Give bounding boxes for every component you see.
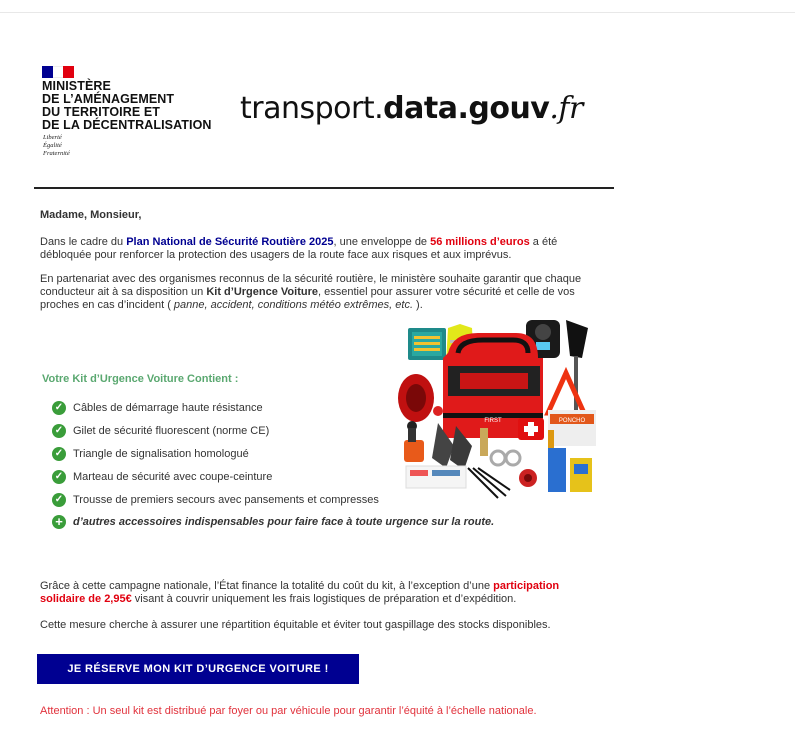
- check-icon: ✓: [52, 470, 66, 484]
- site-logo: transport.data.gouv.fr: [240, 91, 583, 126]
- list-item: ✓ Trousse de premiers secours avec pansements et compresses: [52, 488, 379, 511]
- first-aid-label: FIRST: [484, 418, 502, 424]
- reserve-kit-button[interactable]: JE RÉSERVE MON KIT D’URGENCE VOITURE !: [37, 654, 359, 684]
- list-item: ✓ Câbles de démarrage haute résistance: [52, 396, 379, 419]
- greeting: Madame, Monsieur,: [40, 209, 142, 221]
- header-divider: [34, 187, 614, 189]
- top-divider: [0, 12, 795, 13]
- ministry-name: MINISTÈRE DE L’AMÉNAGEMENT DU TERRITOIRE ET DE LA DÉCENTRALISATION: [42, 79, 212, 132]
- kit-item-list: [52, 396, 379, 511]
- republic-motto: Liberté Égalité Fraternité: [43, 134, 70, 157]
- list-item: ✓ Triangle de signalisation homologué: [52, 442, 379, 465]
- check-icon: ✓: [52, 401, 66, 415]
- plus-icon: +: [52, 515, 66, 529]
- french-flag-icon: [42, 66, 74, 78]
- poncho-label: PONCHO: [558, 418, 586, 424]
- warning-notice: Attention : Un seul kit est distribué par foyer ou par véhicule pour garantir l’équité à l’échelle nationale.: [40, 705, 537, 717]
- emergency-kit-image: [398, 318, 608, 503]
- intro-paragraph: Dans le cadre du Plan National de Sécurité Routière 2025, une enveloppe de 56 millions d’euros a été débloquée pour renforcer la protection des usagers de la route face aux risques et aux imprévus.: [40, 236, 558, 261]
- list-item: ✓ Marteau de sécurité avec coupe-ceinture: [52, 465, 379, 488]
- check-icon: ✓: [52, 424, 66, 438]
- more-accessories: + d’autres accessoires indispensables pour faire face à toute urgence sur la route.: [52, 515, 494, 529]
- kit-title: Votre Kit d’Urgence Voiture Contient :: [42, 373, 239, 385]
- partnership-paragraph: En partenariat avec des organismes reconnus de la sécurité routière, le ministère souhaite garantir que chaque conducteur ait à sa disposition un Kit d’Urgence Voiture, essentiel pour assurer votre sécurité et celle de vos proches en cas d’incident ( panne, accident, conditions météo extrêmes, etc. ).: [40, 273, 582, 311]
- list-item: ✓ Gilet de sécurité fluorescent (norme CE): [52, 419, 379, 442]
- check-icon: ✓: [52, 493, 66, 507]
- check-icon: ✓: [52, 447, 66, 461]
- funding-paragraph: Grâce à cette campagne nationale, l’État finance la totalité du coût du kit, à l’exception d’une participation solidaire de 2,95€ visant à couvrir uniquement les frais logistiques de préparation et d’expédition.: [40, 580, 560, 605]
- distribution-paragraph: Cette mesure cherche à assurer une répartition équitable et éviter tout gaspillage des stocks disponibles.: [40, 619, 551, 631]
